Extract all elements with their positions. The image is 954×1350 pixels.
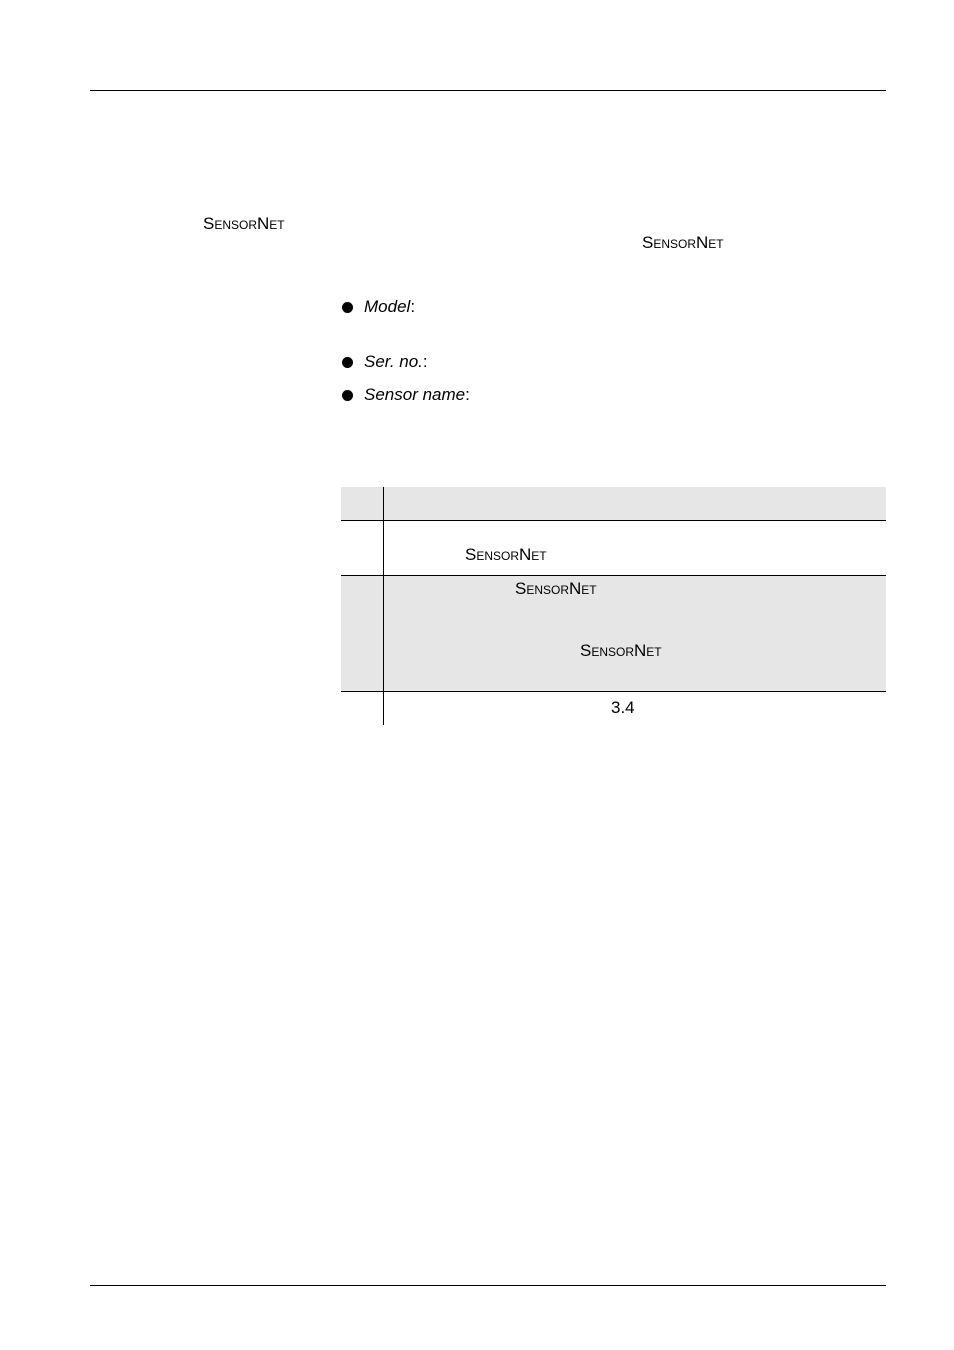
table-cell-term: SensorNet — [580, 641, 662, 660]
header-rule — [90, 90, 886, 91]
bullet-sep: : — [465, 385, 470, 404]
bullet-sep: : — [410, 297, 416, 316]
margin-label: SensorNet — [203, 214, 285, 233]
table-row-header — [341, 487, 886, 520]
table-column-divider — [383, 487, 384, 725]
table-row — [341, 691, 886, 726]
table-cell-term: SensorNet — [515, 579, 597, 598]
bullet-term: Sensor name — [364, 385, 466, 404]
bullet-term: Model — [364, 297, 411, 316]
bullet-icon — [342, 390, 353, 401]
bullet-item-serial — [342, 352, 428, 372]
table-cell-ref: 3.4 — [611, 698, 635, 717]
table-cell-term: SensorNet — [465, 545, 547, 564]
bullet-term: Ser. no. — [364, 352, 423, 371]
bullet-icon — [342, 302, 353, 313]
table-row — [341, 575, 886, 691]
bullet-item-model — [342, 297, 415, 317]
table-row — [341, 520, 886, 575]
bullet-icon — [342, 357, 353, 368]
footer-rule — [90, 1285, 886, 1286]
bullet-sep: : — [422, 352, 428, 371]
bullet-item-sensor-name — [342, 385, 470, 405]
steps-table — [341, 487, 886, 726]
intro-term: SensorNet — [642, 233, 724, 252]
